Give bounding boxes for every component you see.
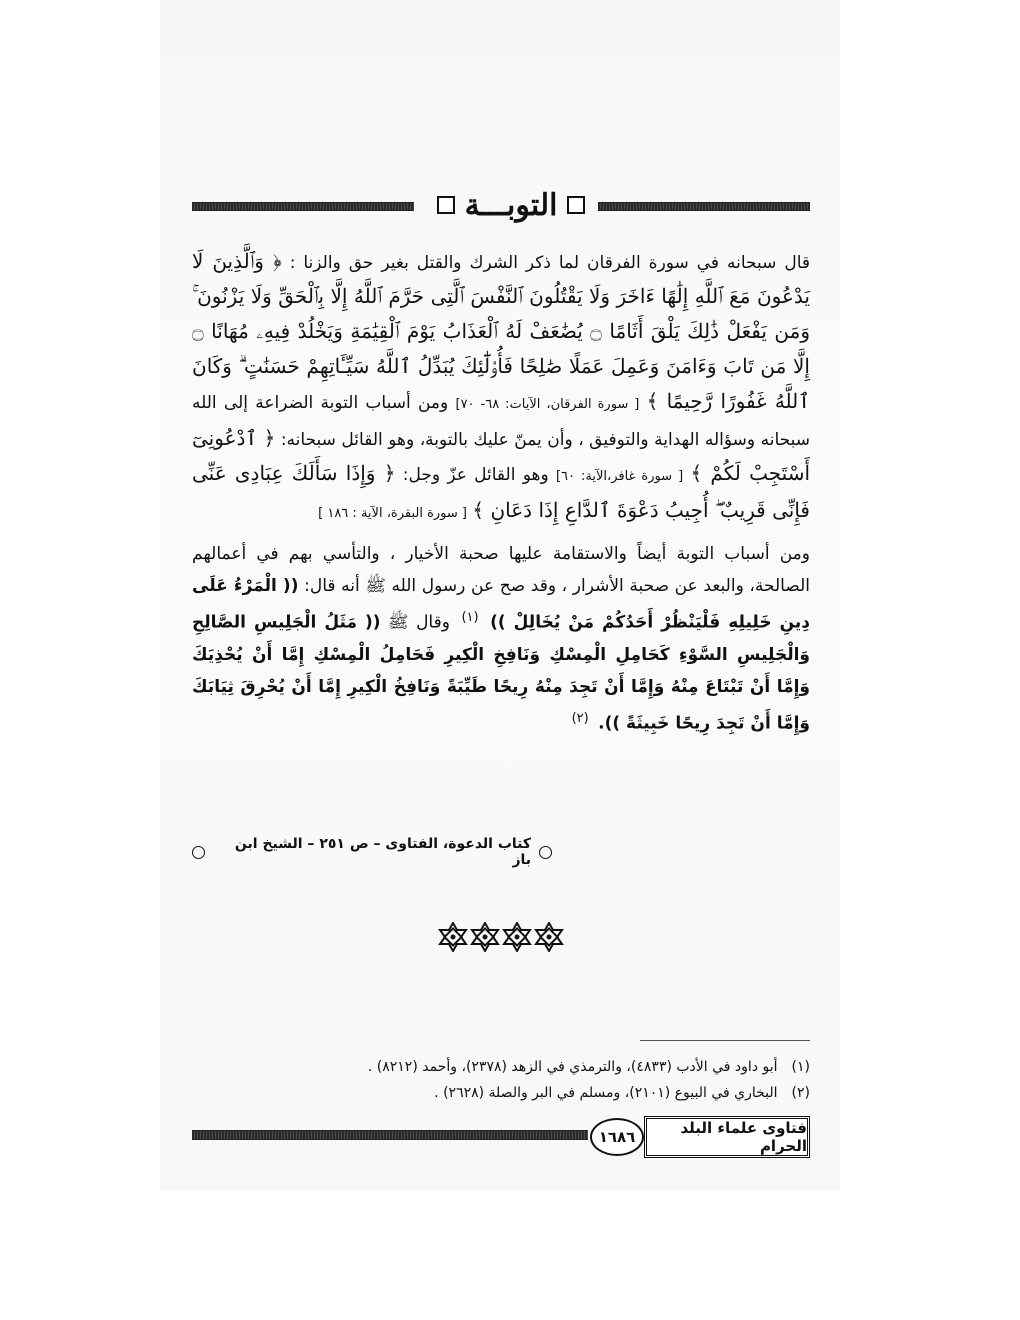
footnote-number: (٢) xyxy=(791,1085,810,1101)
hadith-2: (( مَثَلُ الْجَلِيسِ الصَّالِحِ وَالْجَلِيسِ السَّوْءِ كَحَامِلِ الْمِسْكِ وَنَافِخِ الْكِيرِ فَحَامِلُ الْمِسْكِ إِمَّا أَنْ يُحْذِيَكَ وَإِمَّا أَنْ تَبْتَاعَ مِنْهُ وَإِمَّا أَنْ تَجِدَ مِنْهُ رِيحًا طَيِّبَةً وَنَافِخُ الْكِيرِ إِمَّا أَنْ يُحْرِقَ ثِيَابَكَ وَإِمَّا أَنْ تَجِدَ رِيحًا خَبِيثَةً )). xyxy=(192,612,810,734)
star-ornament-icon xyxy=(438,922,468,952)
page-footer xyxy=(192,1114,810,1158)
header-rule-right xyxy=(598,202,810,211)
square-ornament-icon xyxy=(437,196,455,214)
paragraph-3-text: ومن أسباب التوبة أيضاً والاستقامة عليها صحبة الأخيار ، والتأسي بهم في أعمالهم الصالحة، والبعد عن صحبة الأشرار ، وقد صح عن رسول الله ﷺ أنه قال: xyxy=(192,544,810,596)
verse-reference-ghafir: [ سورة غافر،الآية: ٦٠] xyxy=(555,469,684,484)
source-citation xyxy=(192,836,552,868)
verse-reference-furqan: [ سورة الفرقان، الآيات: ٦٨- ٧٠] xyxy=(455,397,640,412)
page xyxy=(192,180,810,1180)
verse-reference-baqarah: [ سورة البقرة، الآية : ١٨٦ ] xyxy=(318,506,467,521)
book-title: فتاوى علماء البلد الحرام xyxy=(644,1116,810,1158)
star-ornament-icon xyxy=(534,922,564,952)
footnote-ref-1: (١) xyxy=(461,610,479,625)
footer-rule xyxy=(192,1130,588,1140)
footnote-text: البخاري في البيوع (٢١٠١)، ومسلم في البر والصلة (٢٦٢٨) . xyxy=(434,1085,778,1101)
paragraph-1-intro: قال سبحانه في سورة الفرقان لما ذكر الشرك والقتل بغير حق والزنا : xyxy=(289,253,811,273)
square-ornament-icon xyxy=(567,196,585,214)
main-text xyxy=(192,244,810,739)
star-ornament-icon xyxy=(502,922,532,952)
paragraph-2-intro: ومن أسباب التوبة الضراعة إلى الله سبحانه وسؤاله الهداية والتوفيق ، وأن يمنّ عليك بالتوبة، وهو القائل سبحانه: xyxy=(192,393,811,450)
quran-verse-furqan: ﴿ وَٱلَّذِينَ لَا يَدْعُونَ مَعَ ٱللَّهِ إِلَٰهًا ءَاخَرَ وَلَا يَقْتُلُونَ ٱلنَّفْسَ ٱلَّتِى حَرَّمَ ٱللَّهُ إِلَّا بِٱلْحَقِّ وَلَا يَزْنُونَ ۚ وَمَن يَفْعَلْ ذَٰلِكَ يَلْقَ أَثَامًا ۝ يُضَٰعَفْ لَهُ ٱلْعَذَابُ يَوْمَ ٱلْقِيَٰمَةِ وَيَخْلُدْ فِيهِۦ مُهَانًا ۝ إِلَّا مَن تَابَ وَءَامَنَ وَعَمِلَ عَمَلًا صَٰلِحًا فَأُو۟لَٰٓئِكَ يُبَدِّلُ ٱللَّهُ سَيِّـَٔاتِهِمْ حَسَنَٰتٍ ۗ وَكَانَ ٱللَّهُ غَفُورًا رَّحِيمًا ﴾ xyxy=(192,249,810,413)
footnote-ref-2: (٢) xyxy=(571,710,589,726)
source-text: كتاب الدعوة، الفتاوى – ص ٢٥١ – الشيخ ابن باز xyxy=(234,836,532,868)
quran-verse-ghafir: ﴿ ٱدْعُونِىٓ أَسْتَجِبْ لَكُمْ ﴾ xyxy=(192,426,811,485)
chapter-title-box xyxy=(424,186,598,224)
page-number: ١٦٨٦ xyxy=(590,1118,644,1156)
circle-bullet-icon xyxy=(539,846,552,859)
circle-bullet-icon xyxy=(192,846,205,859)
footnote-item xyxy=(192,1080,810,1106)
quran-verse-baqarah: ﴿ وَإِذَا سَأَلَكَ عِبَادِى عَنِّى فَإِنِّى قَرِيبٌ ۖ أُجِيبُ دَعْوَةَ ٱلدَّاعِ إِذَا دَعَانِ ﴾ xyxy=(192,461,810,522)
paragraph-1 xyxy=(192,244,810,530)
footnotes xyxy=(192,1054,810,1106)
paragraph-3-mid: وقال ﷺ xyxy=(388,612,450,633)
hadith-1: (( الْمَرْءُ عَلَى دِينِ خَلِيلِهِ فَلْيَنْظُرْ أَحَدُكُمْ مَنْ يُخَالِلْ )) xyxy=(192,576,811,633)
header-rule-left xyxy=(192,202,414,211)
star-ornament-icon xyxy=(470,922,500,952)
footnote-item xyxy=(192,1054,810,1080)
chapter-title: التوبـــة xyxy=(464,187,558,223)
footnote-number: (١) xyxy=(791,1059,810,1075)
section-end-ornament xyxy=(436,922,566,956)
page-header xyxy=(192,180,810,240)
footnote-separator xyxy=(640,1040,810,1041)
paragraph-3 xyxy=(192,538,810,739)
footnote-text: أبو داود في الأدب (٤٨٣٣)، والترمذي في الزهد (٢٣٧٨)، وأحمد (٨٢١٢) . xyxy=(367,1059,778,1075)
paragraph-2-mid: وهو القائل عزّ وجل: xyxy=(402,465,549,485)
